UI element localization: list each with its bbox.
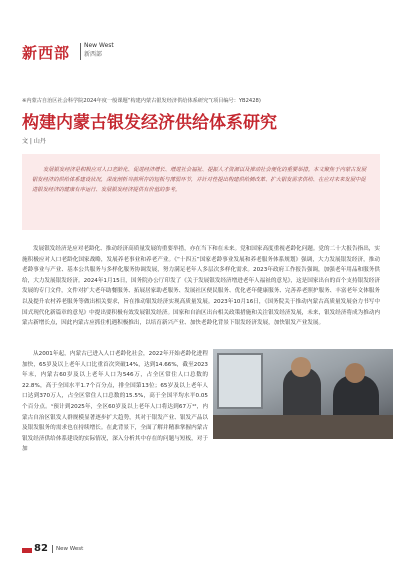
article-author: 文 | 山丹 [22,138,46,145]
photo-table-shape [213,415,393,439]
funding-note: ※内蒙古自治区社会科学院2024年度一般课题“构建内蒙古银发经济供给体系研究”(项目编号：YB2428) [22,98,261,104]
article-title: 构建内蒙古银发经济供给体系研究 [22,113,277,133]
abstract-box [22,154,380,230]
article-body-top [22,244,380,335]
footer-divider [52,545,53,553]
footer-accent-bar [22,548,32,553]
article-photo [213,349,393,439]
magazine-chinese-subtitle: 新西部 [84,51,103,58]
abstract-text: 发展银发经济是积极应对人口老龄化、促进经济增长、增进社会福祉、提振人才资源以及推动社会便化的重要举措。本文聚焦于内蒙古发展银发经济的供给体系建设状况，深度剖析当前所存的短板与薄弱环节，并针对性提出构建供给侧改革、扩大银发需求供给、在应对未来发展中促进银发经济的健康有序运行、发展银发经济提供有价值的参考。 [32,167,367,193]
photo-head-shape [345,363,365,383]
magazine-english-title: New West [84,42,114,49]
body-paragraph-2: 从2001年起，内蒙古已进入人口老龄化社会，2022年开始老龄化进程加快，65岁及以上老年人口比重首次突破14%，达到14.66%，截至2023年末，内蒙古60岁及以上老年人口为546万，占全区常住人口总数的22.8%，高于全国水平1.7个百分点，排全国第13位；65岁及以上老年人口达到370万人，占全区常住人口总数的15.5%，高于全国平均水平0.05个百分点。¹预计到2025年，全区60岁及以上老年人口将达到67万¹²，内蒙古自治区银发人群规模显著逐步扩大趋势，其对于银发产业、银发产品以及银发服务的需求也在持续增长。在此背景下，全面了解并精准掌握内蒙古银发经济供给体系建设的实际情况，深入分析其中存在的问题与短板，对于加 [22,351,208,453]
magazine-logo: 新西部 [22,44,71,62]
photo-window-shape [217,353,263,409]
footer-magazine-title: New West [56,546,84,552]
photo-head-shape [291,357,311,377]
body-paragraph-1: 发展银发经济是应对老龄化、推动经济高质量发展的重要举措，亦在当下和在未来。党和国家高度重视老龄化问题。党的二十大报告指出，实施积极应对人口老龄化国家战略，发展养老事业和养老产业。《“十四五”国家老龄事业发展和养老服务体系规划》强调，大力发展银发经济，推动老龄事业与产业、基本公共服务与多样化服务协调发展，努力满足老年人多层次多样化需求。2023年政府工作报告强调，加强老年用品和服务供给，大力发展银发经济。2024年1月15日，国务院办公厅印发了《关于发展银发经济增进老年人福祉的意见》，这是国家出台的首个支持银发经济发展的专门文件，文件对扩大老年助餐服务、拓展居家助老服务、发展社区便民服务、优化老年健康服务、完善养老照护服务、丰富老年文体服务以及提升农村养老服务等做出相关要求，旨在推动银发经济实现高质量发展。2023年10月16日，《国务院关于推动内蒙古高质量发展奋力书写中国式现代化新篇章的意见》中提出要积极有效发展银发经济。国家和自治区出台相关政策措施和关注银发经济发展，未来，银发经济将成为推动内蒙古新增长点，因此内蒙古应抓住机遇积极推出，以培育新兴产业、加快老龄化背景下银发经济发展，加快银发产业发展。 [22,246,381,327]
article-body-wrap [22,349,208,455]
page-number: 82 [34,543,48,554]
header-divider [80,43,81,60]
